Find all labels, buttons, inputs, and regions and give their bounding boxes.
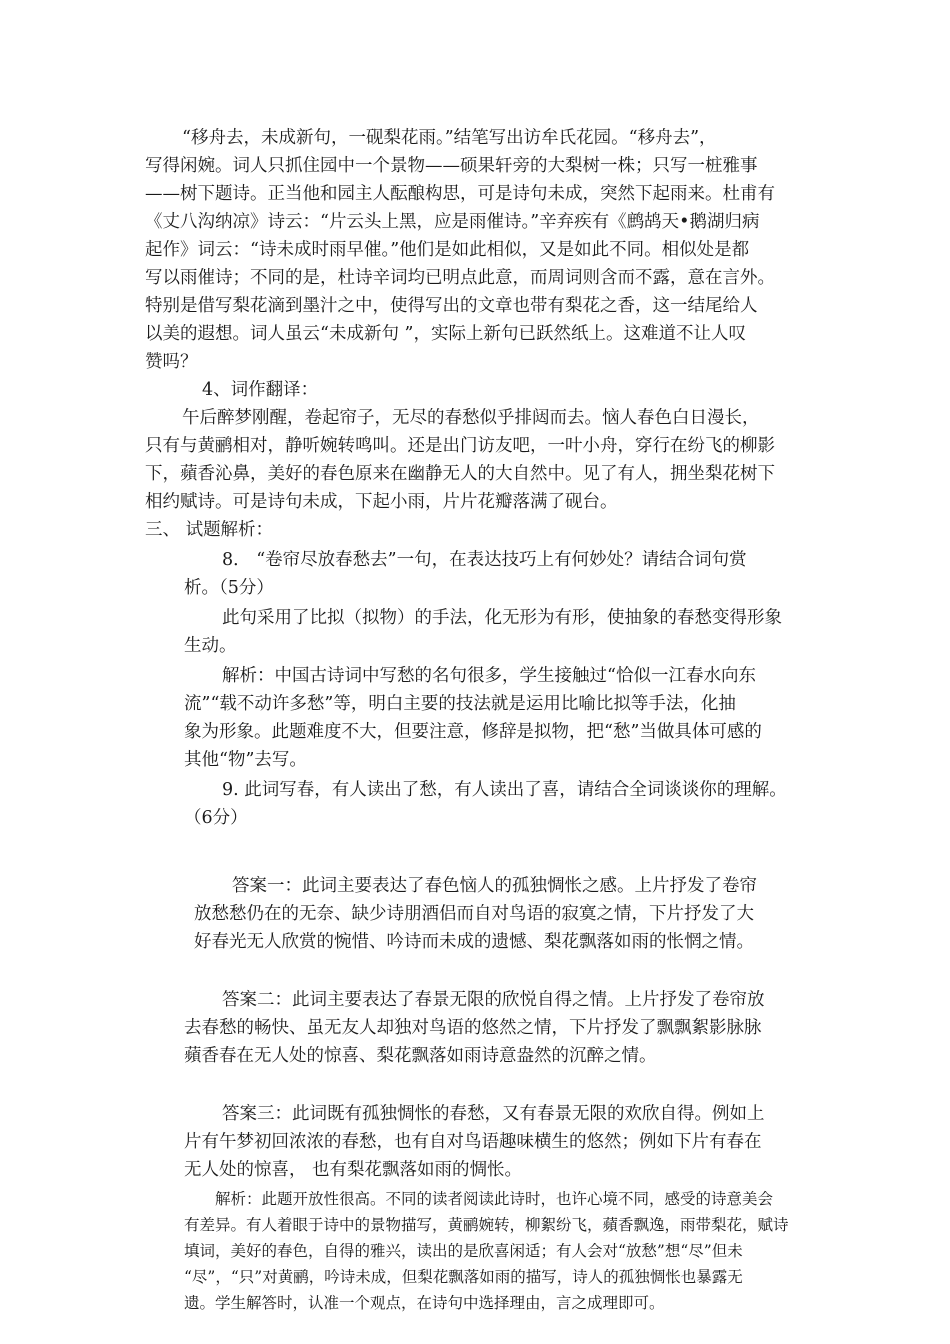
text-line: 《丈八沟纳凉》诗云：“片云头上黑，应是雨催诗。”辛弃疾有《鹧鸪天•鹅湖归病 xyxy=(145,212,760,232)
text-line: 赞吗？ xyxy=(145,352,198,372)
text-line: 相约赋诗。可是诗句未成，下起小雨，片片花瓣落满了砚台。 xyxy=(145,492,618,512)
section-heading-analysis: 三、 试题解析： xyxy=(145,520,274,540)
text-line: 8． “卷帘尽放春愁去”一句，在表达技巧上有何妙处？请结合词句赏 xyxy=(222,550,747,570)
text-line: 以美的遐想。词人虽云“未成新句 ”，实际上新句已跃然纸上。这难道不让人叹 xyxy=(145,324,746,344)
text-line: “尽”，“只”对黄鹂，吟诗未成，但梨花飘落如雨的描写，诗人的孤独惆怅也暴露无 xyxy=(184,1268,743,1286)
text-line: 流”“载不动许多愁”等，明白主要的技法就是运用比喻比拟等手法，化抽 xyxy=(184,694,736,714)
text-line: 好春光无人欣赏的惋惜、吟诗而未成的遗憾、梨花飘落如雨的怅惘之情。 xyxy=(194,932,754,952)
text-line: 写得闲婉。词人只抓住园中一个景物——硕果轩旁的大梨树一株；只写一桩雅事 xyxy=(145,156,758,176)
text-line: 析。（5分） xyxy=(184,578,274,598)
text-line: 答案三：此词既有孤独惆怅的春愁，又有春景无限的欢欣自得。例如上 xyxy=(222,1104,765,1124)
text-line: 答案一：此词主要表达了春色恼人的孤独惆怅之感。上片抒发了卷帘 xyxy=(232,876,757,896)
text-line: 象为形象。此题难度不大，但要注意，修辞是拟物，把“愁”当做具体可感的 xyxy=(184,722,762,742)
text-line: 答案二：此词主要表达了春景无限的欣悦自得之情。上片抒发了卷帘放 xyxy=(222,990,765,1010)
text-line: “移舟去，未成新句，一砚梨花雨。”结笔写出访牟氏花园。“移舟去”， xyxy=(182,128,717,148)
text-line: 特别是借写梨花滴到墨汁之中，使得写出的文章也带有梨花之香，这一结尾给人 xyxy=(145,296,758,316)
text-line: 蘋香春在无人处的惊喜、梨花飘落如雨诗意盎然的沉醉之情。 xyxy=(184,1046,657,1066)
text-line: 起作》词云：“诗未成时雨早催。”他们是如此相似，又是如此不同。相似处是都 xyxy=(145,240,750,260)
text-line: 午后醉梦刚醒，卷起帘子，无尽的春愁似乎排闼而去。恼人春色白日漫长， xyxy=(182,408,760,428)
text-line: 生动。 xyxy=(184,636,237,656)
text-line: （6分） xyxy=(184,808,248,828)
text-line: 只有与黄鹂相对，静听婉转鸣叫。还是出门访友吧，一叶小舟，穿行在纷飞的柳影 xyxy=(145,436,775,456)
text-line: 去春愁的畅快、虽无友人却独对鸟语的悠然之情，下片抒发了飘飘絮影脉脉 xyxy=(184,1018,762,1038)
text-line: 无人处的惊喜， 也有梨花飘落如雨的惆怅。 xyxy=(184,1160,523,1180)
text-line: 解析：此题开放性很高。不同的读者阅读此诗时，也许心境不同，感受的诗意美会 xyxy=(215,1190,774,1208)
text-line: 写以雨催诗；不同的是，杜诗辛词均已明点此意，而周词则含而不露，意在言外。 xyxy=(145,268,775,288)
text-line: 下，蘋香沁鼻，美好的春色原来在幽静无人的大自然中。见了有人，拥坐梨花树下 xyxy=(145,464,775,484)
text-line: 填词，美好的春色，自得的雅兴，读出的是欣喜闲适；有人会对“放愁”想“尽”但未 xyxy=(184,1242,743,1260)
text-line: 解析：中国古诗词中写愁的名句很多，学生接触过“恰似一江春水向东 xyxy=(222,666,756,686)
text-line: 其他“物”去写。 xyxy=(184,750,307,770)
text-line: 放愁愁仍在的无奈、缺少诗朋酒侣而自对鸟语的寂寞之情，下片抒发了大 xyxy=(194,904,754,924)
text-line: ——树下题诗。正当他和园主人酝酿构思，可是诗句未成，突然下起雨来。杜甫有 xyxy=(145,184,775,204)
text-line: 此句采用了比拟（拟物）的手法，化无形为有形，使抽象的春愁变得形象 xyxy=(222,608,782,628)
text-line: 遗。学生解答时，认准一个观点，在诗句中选择理由，言之成理即可。 xyxy=(184,1294,665,1312)
text-line: 片有午梦初回浓浓的春愁，也有自对鸟语趣味横生的悠然；例如下片有春在 xyxy=(184,1132,762,1152)
text-line: 9. 此词写春，有人读出了愁，有人读出了喜，请结合全词谈谈你的理解。 xyxy=(222,780,787,800)
text-line: 有差异。有人着眼于诗中的景物描写，黄鹂婉转，柳絮纷飞，蘋香飘逸，雨带梨花，赋诗 xyxy=(184,1216,789,1234)
section-heading-translation: 4、词作翻译： xyxy=(202,380,319,400)
